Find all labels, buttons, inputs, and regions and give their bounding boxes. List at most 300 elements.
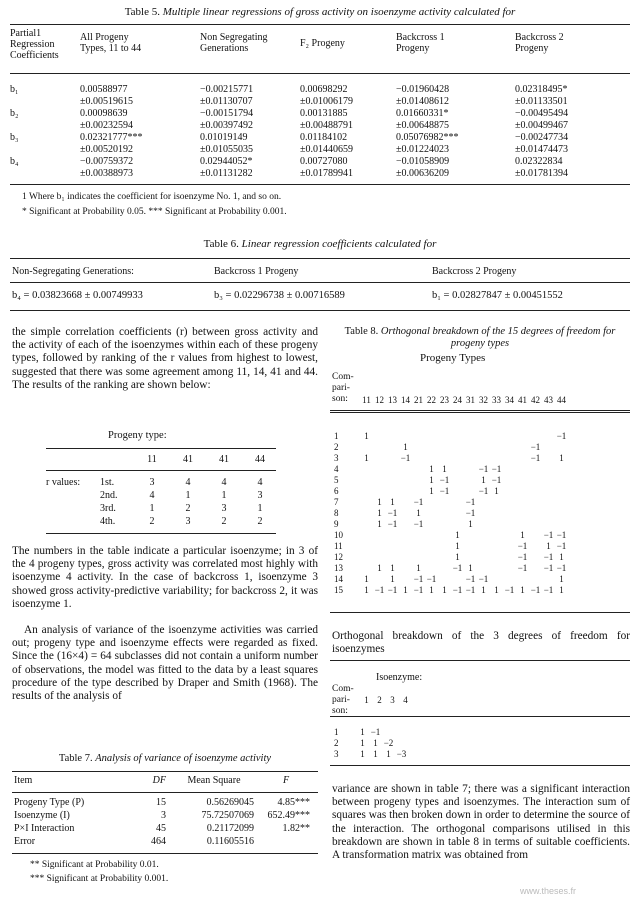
coefficient-cell: [425, 452, 438, 463]
coefficient-cell: [542, 496, 555, 507]
coefficient-cell: [399, 518, 412, 529]
coefficient-cell: −1: [439, 485, 450, 496]
coefficient-cell: [438, 507, 451, 518]
coefficient-cell: 1: [377, 496, 382, 507]
coefficient-cell: [477, 518, 490, 529]
rule: [330, 410, 630, 411]
coefficient-cell: [360, 562, 373, 573]
coefficient-cell: [399, 485, 412, 496]
coefficient-cell: [399, 507, 412, 518]
coefficient-cell: [477, 430, 490, 441]
coefficient-cell: [438, 441, 451, 452]
coefficient-cell: [386, 540, 399, 551]
table8-caption: Table 8. Orthogonal breakdown of the 15 degrees of freedom for progeny types: [344, 326, 616, 349]
coefficient-cell: [412, 551, 425, 562]
table6-value: b₃ = 0.02296738 ± 0.00716589: [214, 290, 345, 301]
coefficient-cell: −1: [452, 584, 463, 595]
coefficient-cell: −1: [556, 529, 567, 540]
coefficient-cell: −1: [543, 529, 554, 540]
rule: [330, 612, 630, 613]
coefficient-cell: [386, 474, 399, 485]
coefficient-cell: −1: [387, 518, 398, 529]
table5-col-nonseg: −0.00215771 ±0.01130707 −0.00151794 ±0.00397492 0.01019149 ±0.01055035 0.02944052* ±0.01131282: [200, 84, 254, 179]
coefficient-cell: [503, 573, 516, 584]
coefficient-cell: [425, 496, 438, 507]
coefficient-cell: [477, 529, 490, 540]
coefficient-cell: [477, 507, 490, 518]
comparison-number: 9: [334, 518, 339, 529]
coefficient-cell: 1: [455, 540, 460, 551]
coefficient-cell: 1: [559, 452, 564, 463]
coefficient-cell: [360, 496, 373, 507]
coefficient-cell: [412, 441, 425, 452]
coefficient-cell: [412, 452, 425, 463]
table8-col-head: 14: [401, 394, 410, 405]
coefficient-cell: [464, 485, 477, 496]
coefficient-cell: [529, 496, 542, 507]
table6-header: Backcross 2 Progeny: [432, 266, 517, 277]
coefficient-cell: [464, 529, 477, 540]
coefficient-cell: [399, 562, 412, 573]
coefficient-cell: −1: [530, 584, 541, 595]
coefficient-cell: [516, 430, 529, 441]
rule: [46, 448, 276, 449]
table8-col-head: 41: [518, 394, 527, 405]
coefficient-cell: [360, 551, 373, 562]
coefficient-cell: [555, 485, 568, 496]
rule: [330, 765, 630, 766]
coefficient-cell: [373, 573, 386, 584]
coefficient-cell: [425, 562, 438, 573]
comparison-number: 3: [334, 452, 339, 463]
coefficient-cell: [529, 551, 542, 562]
table5-row-labels: b₁ b₂ b₃ b₄: [10, 84, 19, 167]
coefficient-cell: [464, 463, 477, 474]
coefficient-cell: [516, 441, 529, 452]
comparison-number: 6: [334, 485, 339, 496]
coefficient-cell: [529, 507, 542, 518]
table-row: [334, 441, 568, 452]
coefficient-cell: 1: [455, 551, 460, 562]
table8-head: [360, 394, 568, 405]
table5-col-bc1: −0.01960428 ±0.01408612 0.01660331* ±0.00648875 0.05076982*** ±0.01224023 −0.01058909 ±0.00636209: [396, 84, 459, 179]
coefficient-cell: 1: [364, 452, 369, 463]
table7-footnote: *** Significant at Probability 0.001.: [30, 874, 169, 884]
table8-subhead: Progeny Types: [420, 352, 486, 364]
coefficient-cell: [451, 463, 464, 474]
coefficient-cell: 1: [416, 562, 421, 573]
coefficient-cell: [373, 441, 386, 452]
table-row: [334, 474, 568, 485]
coefficient-cell: [542, 573, 555, 584]
coefficient-cell: [373, 430, 386, 441]
table-row: [334, 452, 568, 463]
coefficient-cell: [503, 474, 516, 485]
coefficient-cell: 1: [377, 518, 382, 529]
coefficient-cell: [425, 540, 438, 551]
coefficient-cell: −1: [530, 452, 541, 463]
rule: [46, 470, 276, 471]
rank-table-head: 11 41 41 44: [147, 454, 265, 465]
rule: [12, 771, 318, 772]
coefficient-cell: [529, 540, 542, 551]
comparison-number: 12: [334, 551, 343, 562]
coefficient-cell: [373, 540, 386, 551]
coefficient-cell: [399, 474, 412, 485]
table6-header: Non-Segregating Generations:: [12, 266, 134, 277]
table8-comp-label: Com- pari- son:: [332, 372, 354, 404]
coefficient-cell: [399, 529, 412, 540]
coefficient-cell: [360, 485, 373, 496]
coefficient-cell: [386, 441, 399, 452]
coefficient-cell: −1: [478, 485, 489, 496]
coefficient-cell: [451, 474, 464, 485]
comparison-number: 13: [334, 562, 343, 573]
table6-value: b₄ = 0.03823668 ± 0.00749933: [12, 290, 143, 301]
table-row: [334, 430, 568, 441]
comparison-number: 1: [334, 430, 339, 441]
coefficient-cell: [555, 463, 568, 474]
coefficient-cell: [399, 540, 412, 551]
coefficient-cell: [373, 529, 386, 540]
coefficient-cell: [425, 518, 438, 529]
coefficient-cell: [516, 452, 529, 463]
table-row: [334, 529, 568, 540]
rank-table-title: Progeny type:: [108, 430, 167, 441]
coefficient-cell: [477, 551, 490, 562]
table8-col-head: 13: [388, 394, 397, 405]
coefficient-cell: [451, 573, 464, 584]
table8-col-head: 43: [544, 394, 553, 405]
table-row: [334, 485, 568, 496]
comparison-number: 4: [334, 463, 339, 474]
table7-footnote: ** Significant at Probability 0.01.: [30, 860, 159, 870]
coefficient-cell: [516, 507, 529, 518]
coefficient-cell: 1: [377, 507, 382, 518]
coefficient-cell: 1: [403, 584, 408, 595]
iso-comp-label: Com- pari- son:: [332, 684, 354, 716]
rank-table-body: [42, 476, 278, 528]
coefficient-cell: [529, 573, 542, 584]
coefficient-cell: [399, 496, 412, 507]
coefficient-cell: [386, 529, 399, 540]
coefficient-cell: [529, 562, 542, 573]
coefficient-cell: [542, 430, 555, 441]
coefficient-cell: −1: [465, 496, 476, 507]
coefficient-cell: −1: [556, 430, 567, 441]
coefficient-cell: 1: [442, 463, 447, 474]
rank-table: [42, 453, 278, 466]
rule: [10, 282, 630, 283]
coefficient-cell: 1: [494, 485, 499, 496]
table7-body: [10, 796, 314, 848]
coefficient-cell: 1: [364, 584, 369, 595]
coefficient-cell: [490, 540, 503, 551]
body-paragraph: An analysis of variance of the isoenzyme activities was carried out; progeny type and isoenzyme effects were regarded as fixed. Since the (16×4) = 64 subclasses did not contain a uniform number of observations, the model was fitted to the data by a least squares procedure of the type described by Draper and Smith (1968). The results of the analysis of: [12, 624, 318, 703]
coefficient-cell: [555, 507, 568, 518]
coefficient-cell: [451, 496, 464, 507]
coefficient-cell: [373, 485, 386, 496]
coefficient-cell: [477, 496, 490, 507]
coefficient-cell: [360, 518, 373, 529]
coefficient-cell: [490, 496, 503, 507]
coefficient-cell: [438, 540, 451, 551]
table8-col-head: 24: [453, 394, 462, 405]
coefficient-cell: [503, 430, 516, 441]
table6-header: Backcross 1 Progeny: [214, 266, 299, 277]
coefficient-cell: [490, 529, 503, 540]
coefficient-cell: [503, 452, 516, 463]
coefficient-cell: [360, 529, 373, 540]
table-row: Error 464 0.11605516: [14, 836, 254, 847]
coefficient-cell: [386, 452, 399, 463]
coefficient-cell: [490, 518, 503, 529]
coefficient-cell: [555, 441, 568, 452]
table-row: [334, 551, 568, 562]
coefficient-cell: [373, 474, 386, 485]
coefficient-cell: −1: [439, 474, 450, 485]
table6-caption: Table 6. Linear regression coefficients calculated for: [203, 238, 437, 250]
table8-col-head: 32: [479, 394, 488, 405]
table-row: [334, 573, 568, 584]
coefficient-cell: −1: [543, 551, 554, 562]
coefficient-cell: 1: [390, 573, 395, 584]
coefficient-cell: [438, 452, 451, 463]
coefficient-cell: 1: [416, 507, 421, 518]
coefficient-cell: [529, 529, 542, 540]
coefficient-cell: [451, 485, 464, 496]
iso-head-row: 1 2 3 4: [364, 694, 408, 705]
coefficient-cell: [529, 485, 542, 496]
body-paragraph: The numbers in the table indicate a particular isoenzyme; in 3 of the 4 progeny types, gross activity was correlated most highly with isoenzyme 4 activity. In the case of backcross 1, isoenzyme 3 showed gross activity-predictive variability; for backcross 2, it was isoenzyme 1.: [12, 545, 318, 610]
coefficient-cell: −1: [517, 540, 528, 551]
coefficient-cell: [412, 529, 425, 540]
table8-col-head: 21: [414, 394, 423, 405]
coefficient-cell: [490, 551, 503, 562]
table5-header: Non Segregating Generations: [200, 32, 268, 54]
coefficient-cell: [425, 551, 438, 562]
coefficient-cell: [438, 430, 451, 441]
coefficient-cell: [399, 463, 412, 474]
coefficient-cell: [490, 573, 503, 584]
coefficient-cell: 1: [403, 441, 408, 452]
coefficient-cell: [451, 518, 464, 529]
coefficient-cell: [503, 507, 516, 518]
coefficient-cell: [425, 529, 438, 540]
coefficient-cell: [360, 441, 373, 452]
coefficient-cell: 1: [559, 573, 564, 584]
coefficient-cell: [386, 485, 399, 496]
coefficient-cell: 1: [442, 584, 447, 595]
table-row: 3 1 1 1 −3: [334, 748, 407, 759]
coefficient-cell: [412, 430, 425, 441]
table-row: 3rd. 1 2 3 1: [100, 503, 263, 514]
table-row: 4th. 2 3 2 2: [100, 516, 263, 527]
coefficient-cell: [516, 496, 529, 507]
coefficient-cell: −1: [478, 573, 489, 584]
table8-col-head: 33: [492, 394, 501, 405]
table-row: [334, 463, 568, 474]
coefficient-cell: [451, 452, 464, 463]
coefficient-cell: [399, 573, 412, 584]
coefficient-cell: −1: [556, 540, 567, 551]
table-row: [334, 540, 568, 551]
coefficient-cell: 1: [481, 474, 486, 485]
coefficient-cell: −1: [517, 551, 528, 562]
coefficient-cell: 1: [429, 474, 434, 485]
coefficient-cell: [542, 474, 555, 485]
comparison-number: 2: [334, 441, 339, 452]
coefficient-cell: [555, 496, 568, 507]
coefficient-cell: [516, 463, 529, 474]
coefficient-cell: [464, 474, 477, 485]
rule: [10, 310, 630, 311]
coefficient-cell: [386, 430, 399, 441]
coefficient-cell: [399, 551, 412, 562]
ortho3-title: Orthogonal breakdown of the 3 degrees of freedom for isoenzymes: [332, 630, 630, 656]
coefficient-cell: 1: [364, 430, 369, 441]
coefficient-cell: [412, 540, 425, 551]
table8-col-head: 11: [362, 394, 371, 405]
coefficient-cell: [464, 540, 477, 551]
table-row: 2 1 1 −2: [334, 737, 394, 748]
coefficient-cell: [503, 540, 516, 551]
coefficient-cell: [503, 496, 516, 507]
table8-col-head: 31: [466, 394, 475, 405]
coefficient-cell: 1: [468, 562, 473, 573]
rule: [12, 853, 318, 854]
coefficient-cell: [503, 551, 516, 562]
rule: [10, 73, 630, 74]
coefficient-cell: [438, 518, 451, 529]
rule: [10, 258, 630, 259]
coefficient-cell: −1: [413, 518, 424, 529]
coefficient-cell: 1: [520, 529, 525, 540]
coefficient-cell: [503, 485, 516, 496]
coefficient-cell: [373, 452, 386, 463]
rule: [10, 24, 630, 25]
coefficient-cell: [438, 529, 451, 540]
coefficient-cell: [360, 507, 373, 518]
coefficient-cell: [412, 485, 425, 496]
coefficient-cell: −1: [543, 584, 554, 595]
comparison-number: 10: [334, 529, 343, 540]
coefficient-cell: [477, 452, 490, 463]
table8-col-head: 22: [427, 394, 436, 405]
coefficient-cell: [490, 441, 503, 452]
table8-col-head: 42: [531, 394, 540, 405]
coefficient-cell: [516, 518, 529, 529]
rule: [12, 792, 318, 793]
coefficient-cell: −1: [400, 452, 411, 463]
coefficient-cell: 1: [429, 584, 434, 595]
coefficient-cell: [529, 430, 542, 441]
coefficient-cell: 1: [468, 518, 473, 529]
coefficient-cell: 1: [455, 529, 460, 540]
coefficient-cell: [542, 485, 555, 496]
coefficient-cell: −1: [530, 441, 541, 452]
coefficient-cell: [399, 430, 412, 441]
coefficient-cell: [373, 551, 386, 562]
coefficient-cell: [451, 441, 464, 452]
body-paragraph: variance are shown in table 7; there was a significant interaction between progeny types and isoenzymes. The interaction sum of squares was then broken down in order to determine the source of the interaction. The orthogonal comparisons utilised in this breakdown are shown in table 8 in terms of suitable coefficients. A transformation matrix was obtained from: [332, 783, 630, 862]
coefficient-cell: [503, 562, 516, 573]
coefficient-cell: [477, 540, 490, 551]
coefficient-cell: [425, 507, 438, 518]
coefficient-cell: −1: [556, 562, 567, 573]
coefficient-cell: −1: [413, 584, 424, 595]
coefficient-cell: [503, 463, 516, 474]
coefficient-cell: [425, 441, 438, 452]
coefficient-cell: −1: [517, 562, 528, 573]
coefficient-cell: [360, 463, 373, 474]
body-paragraph: the simple correlation coefficients (r) between gross activity and the activity of each of the isoenzymes within each of these progeny types, followed by ranking of the r values from highest to lowest, suggested that there was some agreement among 11, 14, 41 and 44. The results of the ranking are shown below:: [12, 326, 318, 391]
coefficient-cell: [451, 507, 464, 518]
table5-header: All Progeny Types, 11 to 44: [80, 32, 142, 54]
coefficient-cell: [373, 463, 386, 474]
coefficient-cell: [477, 441, 490, 452]
coefficient-cell: [360, 540, 373, 551]
coefficient-cell: [438, 551, 451, 562]
coefficient-cell: 1: [390, 562, 395, 573]
coefficient-cell: [386, 551, 399, 562]
coefficient-cell: [425, 430, 438, 441]
table-row: Isoenzyme (I) 3 75.72507069 652.49***: [14, 810, 310, 821]
table5-col-bc2: 0.02318495* ±0.01133501 −0.00495494 ±0.00499467 −0.00247734 ±0.01474473 0.02322834 ±0.01781394: [515, 84, 569, 179]
coefficient-cell: 1: [377, 562, 382, 573]
coefficient-cell: [412, 474, 425, 485]
coefficient-cell: −1: [413, 496, 424, 507]
coefficient-cell: [490, 562, 503, 573]
coefficient-cell: 1: [364, 573, 369, 584]
coefficient-cell: [490, 507, 503, 518]
table5-col-f2: 0.00698292 ±0.01006179 0.00131885 ±0.00488791 0.01184102 ±0.01440659 0.00727080 ±0.01789941: [300, 84, 353, 179]
rule: [330, 412, 630, 413]
table-row: r values: 1st. 3 4 4 4: [46, 477, 263, 488]
table6-value: b₁ = 0.02827847 ± 0.00451552: [432, 290, 563, 301]
coefficient-cell: [529, 474, 542, 485]
rule: [330, 716, 630, 717]
coefficient-cell: [542, 441, 555, 452]
coefficient-cell: [386, 463, 399, 474]
coefficient-cell: 1: [390, 496, 395, 507]
table8-body: [334, 430, 568, 595]
coefficient-cell: −1: [426, 573, 437, 584]
coefficient-cell: [464, 441, 477, 452]
coefficient-cell: [451, 430, 464, 441]
coefficient-cell: [516, 485, 529, 496]
table5-footnote: * Significant at Probability 0.05. *** Significant at Probability 0.001.: [22, 207, 287, 217]
coefficient-cell: [529, 463, 542, 474]
table5-header: Backcross 1 Progeny: [396, 32, 445, 54]
coefficient-cell: [490, 452, 503, 463]
coefficient-cell: [516, 573, 529, 584]
coefficient-cell: 1: [429, 485, 434, 496]
comparison-number: 8: [334, 507, 339, 518]
table-row: 2nd. 4 1 1 3: [100, 490, 263, 501]
coefficient-cell: [464, 430, 477, 441]
table5-head-partial: Partial1 Regression Coefficients: [10, 28, 59, 61]
coefficient-cell: [477, 562, 490, 573]
coefficient-cell: [438, 496, 451, 507]
coefficient-cell: −1: [491, 463, 502, 474]
iso-head: Isoenzyme:: [376, 672, 423, 683]
coefficient-cell: [503, 529, 516, 540]
coefficient-cell: −1: [452, 562, 463, 573]
coefficient-cell: 1: [559, 551, 564, 562]
table5-caption: Table 5. Multiple linear regressions of gross activity on isoenzyme activity calculated for: [124, 6, 516, 18]
coefficient-cell: [555, 474, 568, 485]
